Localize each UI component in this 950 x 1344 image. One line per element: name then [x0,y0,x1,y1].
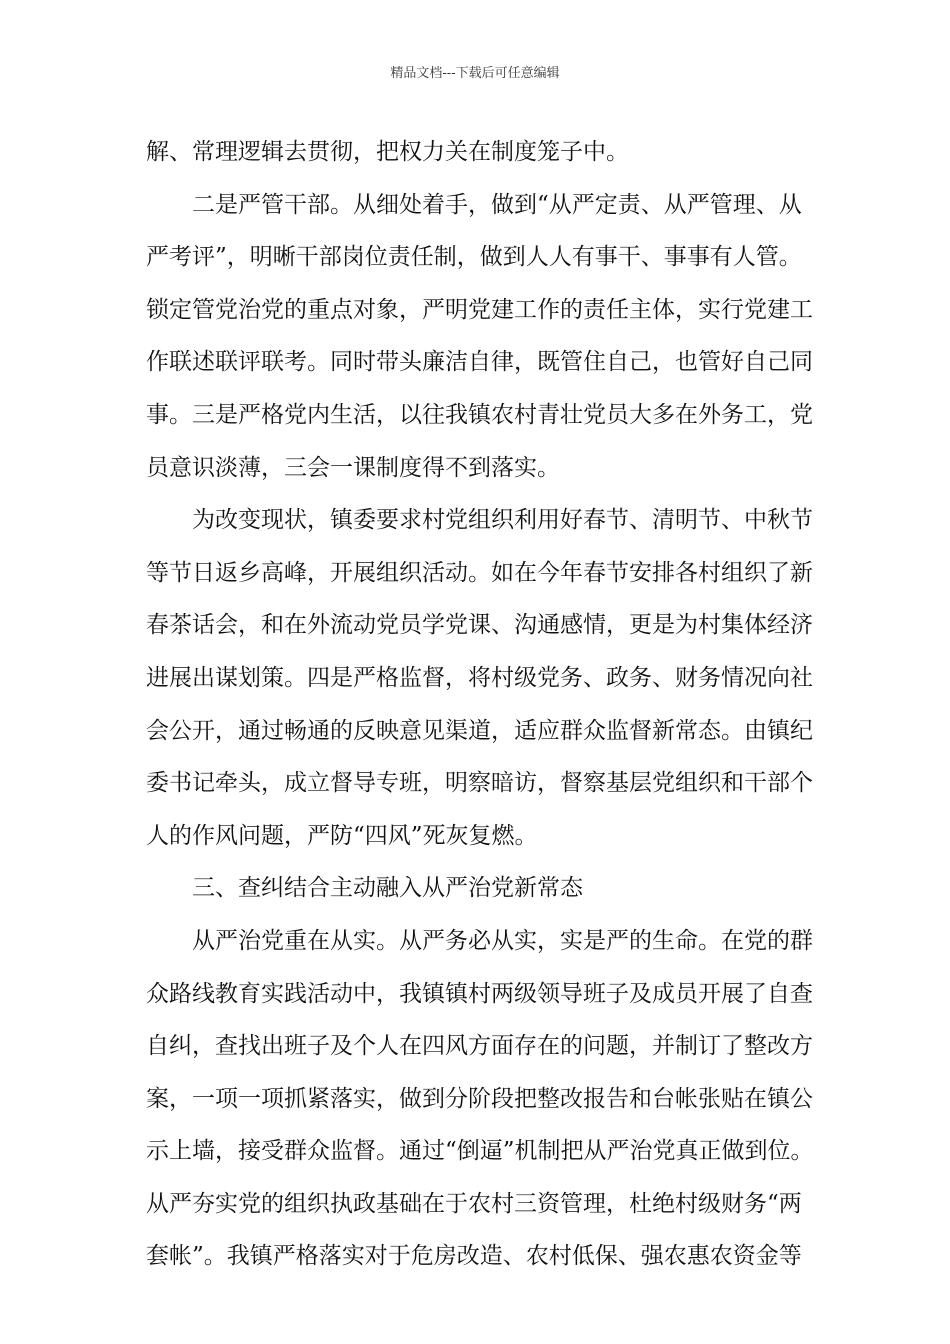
text-line: 锁定管党治党的重点对象，严明党建工作的责任主体，实行党建工 [146,296,813,323]
text-line: 作联述联评联考。同时带头廉洁自律，既管住自己，也管好自己同 [146,349,813,376]
text-line: 案，一项一项抓紧落实，做到分阶段把整改报告和台帐张贴在镇公 [146,1085,813,1112]
text-line: 从严夯实党的组织执政基础在于农村三资管理，杜绝村级财务“两 [146,1190,802,1217]
text-line: 人的作风问题，严防“四风”死灰复燃。 [146,822,538,849]
text-line: 事。三是严格党内生活，以往我镇农村青壮党员大多在外务工，党 [146,401,813,428]
text-line: 为改变现状，镇委要求村党组织利用好春节、清明节、中秋节 [192,507,813,534]
text-line: 委书记牵头，成立督导专班，明察暗访，督察基层党组织和干部个 [146,770,813,797]
text-line: 会公开，通过畅通的反映意见渠道，适应群众监督新常态。由镇纪 [146,717,813,744]
text-line: 等节日返乡高峰，开展组织活动。如在今年春节安排各村组织了新 [146,559,813,586]
text-line: 二是严管干部。从细处着手，做到“从严定责、从严管理、从 [192,191,802,218]
text-line: 严考评”，明晰干部岗位责任制，做到人人有事干、事事有人管。 [146,244,802,271]
text-line: 示上墙，接受群众监督。通过“倒逼”机制把从严治党真正做到位。 [146,1138,814,1165]
text-line: 进展出谋划策。四是严格监督，将村级党务、政务、财务情况向社 [146,664,813,691]
document-body [146,126,826,1283]
text-line: 自纠，查找出班子及个人在四风方面存在的问题，并制订了整改方 [146,1033,813,1060]
text-line: 众路线教育实践活动中，我镇镇村两级领导班子及成员开展了自查 [146,980,813,1007]
text-line: 从严治党重在从实。从严务必从实，实是严的生命。在党的群 [192,927,813,954]
section-heading: 三、查纠结合主动融入从严治党新常态 [192,875,583,902]
page-header: 精品文档---下载后可任意编辑 [390,66,560,81]
text-line: 员意识淡薄，三会一课制度得不到落实。 [146,454,560,481]
text-line: 春茶话会，和在外流动党员学党课、沟通感情，更是为村集体经济 [146,612,813,639]
text-line: 套帐”。我镇严格落实对于危房改造、农村低保、强农惠农资金等 [146,1243,802,1270]
text-line: 解、常理逻辑去贯彻，把权力关在制度笼子中。 [146,139,629,165]
